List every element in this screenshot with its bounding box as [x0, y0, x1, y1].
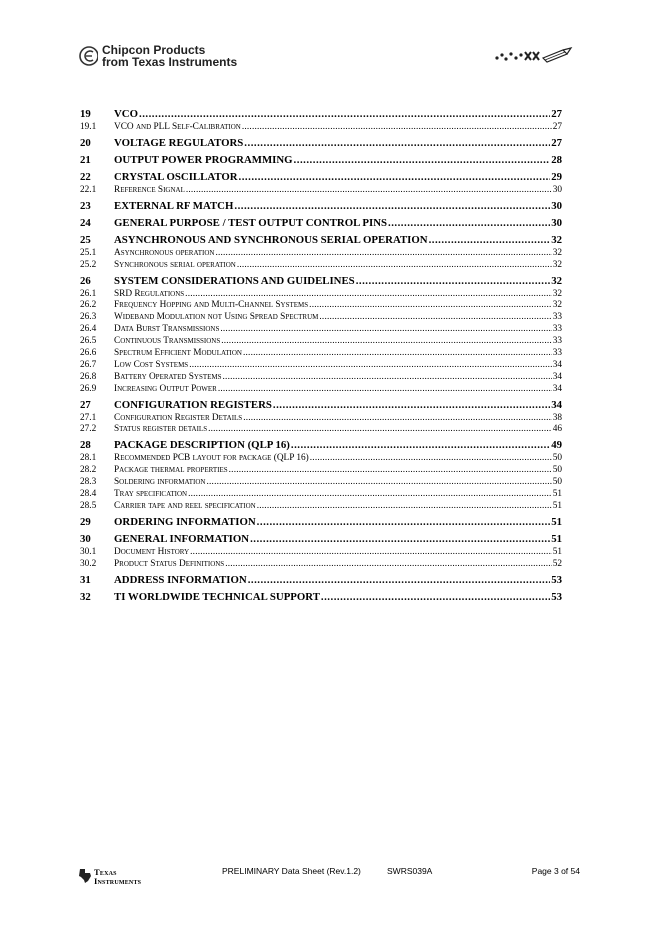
texas-instruments-logo	[78, 868, 141, 885]
toc-entry[interactable]	[80, 215, 562, 231]
toc-section-number: 19	[80, 108, 91, 120]
toc-dot-leader	[186, 185, 552, 197]
toc-page-number: 33	[552, 336, 562, 347]
toc-section-title: ADDRESS INFORMATION	[114, 573, 247, 586]
page-footer	[78, 862, 588, 892]
toc-page-number: 34	[552, 359, 562, 370]
toc-section-title: VOLTAGE REGULATORS	[114, 136, 244, 149]
toc-dot-leader	[250, 531, 550, 547]
toc-page-number: 32	[552, 288, 562, 299]
toc-entry[interactable]	[80, 273, 562, 289]
toc-section-title: SRD Regulations	[114, 288, 185, 299]
toc-section-number: 26.2	[80, 300, 97, 311]
toc-entry[interactable]	[80, 106, 562, 122]
ti-line-2: Instruments	[94, 875, 142, 886]
toc-section-title: Spectrum Efficient Modulation	[114, 348, 242, 359]
toc-page-number: 51	[551, 515, 562, 528]
toc-page-number: 53	[551, 573, 562, 586]
toc-entry[interactable]	[80, 547, 562, 559]
toc-page-number: 30	[551, 216, 562, 229]
toc-page-number: 28	[551, 153, 562, 166]
toc-dot-leader	[239, 169, 551, 185]
toc-section-number: 28.5	[80, 500, 97, 511]
toc-section-title: Carrier tape and reel specification	[114, 500, 256, 511]
toc-section-title: VCO and PLL Self-Calibration	[114, 122, 241, 132]
toc-entry[interactable]	[80, 324, 562, 336]
toc-dot-leader	[243, 413, 552, 425]
toc-section-number: 29	[80, 515, 91, 528]
toc-entry[interactable]	[80, 300, 562, 312]
toc-section-title: PACKAGE DESCRIPTION (QLP 16)	[114, 439, 290, 452]
toc-entry[interactable]	[80, 198, 562, 214]
toc-section-title: Data Burst Transmissions	[114, 324, 220, 335]
toc-section-number: 31	[80, 573, 91, 586]
toc-page-number: 51	[552, 546, 562, 557]
toc-dot-leader	[229, 465, 552, 477]
toc-page-number: 50	[552, 477, 562, 488]
toc-dot-leader	[185, 289, 552, 301]
toc-entry[interactable]	[80, 453, 562, 465]
brand-line-2: from Texas Instruments	[102, 55, 238, 69]
toc-section-title: CRYSTAL OSCILLATOR	[114, 170, 238, 183]
toc-section-number: 21	[80, 153, 91, 166]
toc-section-title: Status register details	[114, 424, 208, 435]
toc-dot-leader	[356, 273, 551, 289]
toc-page-number: 30	[551, 199, 562, 212]
toc-section-title: Synchronous serial operation	[114, 259, 236, 270]
ti-line-1: Texas	[94, 867, 117, 877]
chipcon-brand	[78, 44, 237, 68]
toc-dot-leader	[139, 106, 550, 122]
toc-section-number: 19.1	[80, 122, 97, 132]
toc-entry[interactable]	[80, 185, 562, 197]
toc-page-number: 33	[552, 324, 562, 335]
toc-section-number: 22.1	[80, 184, 97, 195]
toc-dot-leader	[291, 437, 550, 453]
toc-section-number: 30.2	[80, 558, 97, 569]
toc-section-title: SYSTEM CONSIDERATIONS AND GUIDELINES	[114, 274, 355, 287]
toc-entry[interactable]	[80, 559, 562, 571]
toc-page-number: 50	[552, 465, 562, 476]
toc-section-number: 28.1	[80, 453, 97, 464]
toc-page-number: 46	[552, 424, 562, 435]
toc-dot-leader	[294, 152, 551, 168]
toc-section-title: Tray specification	[114, 489, 188, 500]
toc-entry[interactable]	[80, 312, 562, 324]
toc-entry[interactable]	[80, 501, 562, 513]
toc-section-title: Low Cost Systems	[114, 359, 189, 370]
toc-page-number: 49	[551, 439, 562, 452]
toc-entry[interactable]	[80, 489, 562, 501]
toc-section-title: VCO	[114, 108, 138, 120]
toc-page-number: 53	[551, 590, 562, 603]
page-header	[78, 44, 588, 76]
toc-page-number: 27	[551, 136, 562, 149]
toc-section-title: Reference Signal	[114, 184, 185, 195]
toc-page-number: 51	[552, 500, 562, 511]
toc-dot-leader	[190, 547, 552, 559]
toc-section-number: 26.5	[80, 336, 97, 347]
toc-section-number: 26	[80, 274, 91, 287]
page-number: Page 3 of 54	[531, 866, 580, 876]
texas-state-icon	[78, 868, 92, 884]
toc-page-number: 52	[552, 558, 562, 569]
toc-dot-leader	[223, 372, 552, 384]
toc-page-number: 32	[552, 247, 562, 258]
toc-page-number: 32	[551, 233, 562, 246]
toc-page-number: 27	[552, 122, 562, 132]
toc-entry[interactable]	[80, 248, 562, 260]
toc-section-number: 26.1	[80, 288, 97, 299]
toc-dot-leader	[207, 477, 552, 489]
toc-section-title: CONFIGURATION REGISTERS	[114, 398, 272, 411]
toc-dot-leader	[310, 453, 552, 465]
toc-section-title: Soldering information	[114, 477, 206, 488]
toc-section-title: Asynchronous operation	[114, 247, 215, 258]
toc-section-number: 30	[80, 532, 91, 545]
toc-dot-leader	[242, 122, 552, 134]
toc-section-number: 27.2	[80, 424, 97, 435]
toc-entry[interactable]	[80, 589, 562, 605]
toc-section-number: 22	[80, 170, 91, 183]
toc-entry[interactable]	[80, 413, 562, 425]
toc-section-number: 26.7	[80, 359, 97, 370]
toc-section-number: 27	[80, 398, 91, 411]
sheet-label: PRELIMINARY Data Sheet (Rev.1.2)	[222, 866, 361, 876]
toc-section-title: Package thermal properties	[114, 465, 228, 476]
toc-dot-leader	[388, 215, 550, 231]
toc-page-number: 51	[551, 532, 562, 545]
toc-entry[interactable]	[80, 465, 562, 477]
toc-dot-leader	[188, 489, 552, 501]
toc-entry[interactable]	[80, 572, 562, 588]
toc-section-title: GENERAL INFORMATION	[114, 532, 250, 545]
toc-section-number: 24	[80, 216, 91, 229]
toc-entry[interactable]	[80, 135, 562, 151]
toc-section-title: ASYNCHRONOUS AND SYNCHRONOUS SERIAL OPERATION	[114, 233, 428, 246]
toc-dot-leader	[244, 135, 550, 151]
toc-dot-leader	[257, 514, 551, 530]
toc-dot-leader	[225, 559, 552, 571]
toc-dot-leader	[257, 501, 552, 513]
toc-section-number: 26.4	[80, 324, 97, 335]
toc-entry[interactable]	[80, 260, 562, 272]
toc-section-number: 26.9	[80, 383, 97, 394]
toc-entry[interactable]	[80, 152, 562, 168]
toc-section-title: Product Status Definitions	[114, 558, 225, 569]
toc-section-number: 27.1	[80, 412, 97, 423]
toc-entry[interactable]	[80, 384, 562, 396]
decorative-chip-graphic-icon	[493, 46, 575, 66]
table-of-contents	[80, 105, 562, 605]
toc-page-number: 34	[552, 371, 562, 382]
toc-entry[interactable]	[80, 397, 562, 413]
toc-dot-leader	[248, 572, 551, 588]
toc-section-title: Document History	[114, 546, 190, 557]
toc-entry[interactable]	[80, 232, 562, 248]
toc-section-title: Battery Operated Systems	[114, 371, 222, 382]
toc-entry[interactable]	[80, 424, 562, 436]
toc-dot-leader	[237, 260, 552, 272]
toc-page-number: 51	[552, 489, 562, 500]
toc-page-number: 30	[552, 184, 562, 195]
toc-entry[interactable]	[80, 169, 562, 185]
toc-page-number: 32	[551, 274, 562, 287]
toc-section-number: 28	[80, 439, 91, 452]
toc-section-number: 26.8	[80, 371, 97, 382]
toc-page-number: 29	[551, 170, 562, 183]
toc-section-number: 23	[80, 199, 91, 212]
toc-dot-leader	[321, 589, 550, 605]
toc-entry[interactable]	[80, 477, 562, 489]
toc-page-number: 32	[552, 259, 562, 270]
toc-entry[interactable]	[80, 372, 562, 384]
toc-dot-leader	[218, 384, 552, 396]
toc-section-number: 25.2	[80, 259, 97, 270]
toc-entry[interactable]	[80, 122, 562, 134]
toc-section-title: ORDERING INFORMATION	[114, 515, 256, 528]
toc-dot-leader	[220, 324, 551, 336]
toc-dot-leader	[309, 300, 552, 312]
toc-entry[interactable]	[80, 289, 562, 301]
toc-section-title: TI WORLDWIDE TECHNICAL SUPPORT	[114, 590, 320, 603]
toc-entry[interactable]	[80, 360, 562, 372]
toc-section-title: Increasing Output Power	[114, 383, 217, 394]
toc-section-title: Recommended PCB layout for package (QLP 16)	[114, 453, 309, 464]
toc-section-number: 28.3	[80, 477, 97, 488]
toc-dot-leader	[189, 360, 552, 372]
toc-section-number: 26.3	[80, 312, 97, 323]
toc-section-title: OUTPUT POWER PROGRAMMING	[114, 153, 293, 166]
document-number: SWRS039A	[387, 866, 433, 876]
chipcon-logo-icon	[78, 45, 98, 67]
toc-section-title: Frequency Hopping and Multi-Channel Systems	[114, 300, 309, 311]
toc-section-title: GENERAL PURPOSE / TEST OUTPUT CONTROL PINS	[114, 216, 387, 229]
toc-page-number: 38	[552, 412, 562, 423]
toc-dot-leader	[319, 312, 551, 324]
toc-page-number: 50	[552, 453, 562, 464]
toc-dot-leader	[234, 198, 550, 214]
toc-entry[interactable]	[80, 336, 562, 348]
toc-dot-leader	[208, 424, 552, 436]
toc-page-number: 34	[552, 383, 562, 394]
toc-section-title: EXTERNAL RF MATCH	[114, 199, 234, 212]
toc-entry[interactable]	[80, 437, 562, 453]
toc-page-number: 34	[551, 398, 562, 411]
brand-line-1: Chipcon Products	[102, 43, 206, 57]
toc-section-number: 20	[80, 136, 91, 149]
toc-entry[interactable]	[80, 348, 562, 360]
toc-section-number: 28.2	[80, 465, 97, 476]
toc-page-number: 27	[551, 108, 562, 120]
toc-section-title: Continuous Transmissions	[114, 336, 221, 347]
toc-section-number: 25.1	[80, 247, 97, 258]
toc-section-title: Configuration Register Details	[114, 412, 243, 423]
toc-dot-leader	[221, 336, 551, 348]
toc-section-number: 30.1	[80, 546, 97, 557]
toc-entry[interactable]	[80, 531, 562, 547]
toc-section-number: 28.4	[80, 489, 97, 500]
toc-dot-leader	[215, 248, 551, 260]
toc-page-number: 33	[552, 312, 562, 323]
toc-dot-leader	[273, 397, 550, 413]
toc-page-number: 32	[552, 300, 562, 311]
toc-dot-leader	[429, 232, 551, 248]
toc-section-title: Wideband Modulation not Using Spread Spectrum	[114, 312, 319, 323]
toc-section-number: 32	[80, 590, 91, 603]
toc-page-number: 33	[552, 348, 562, 359]
toc-section-number: 26.6	[80, 348, 97, 359]
toc-section-number: 25	[80, 233, 91, 246]
toc-entry[interactable]	[80, 514, 562, 530]
toc-dot-leader	[243, 348, 552, 360]
